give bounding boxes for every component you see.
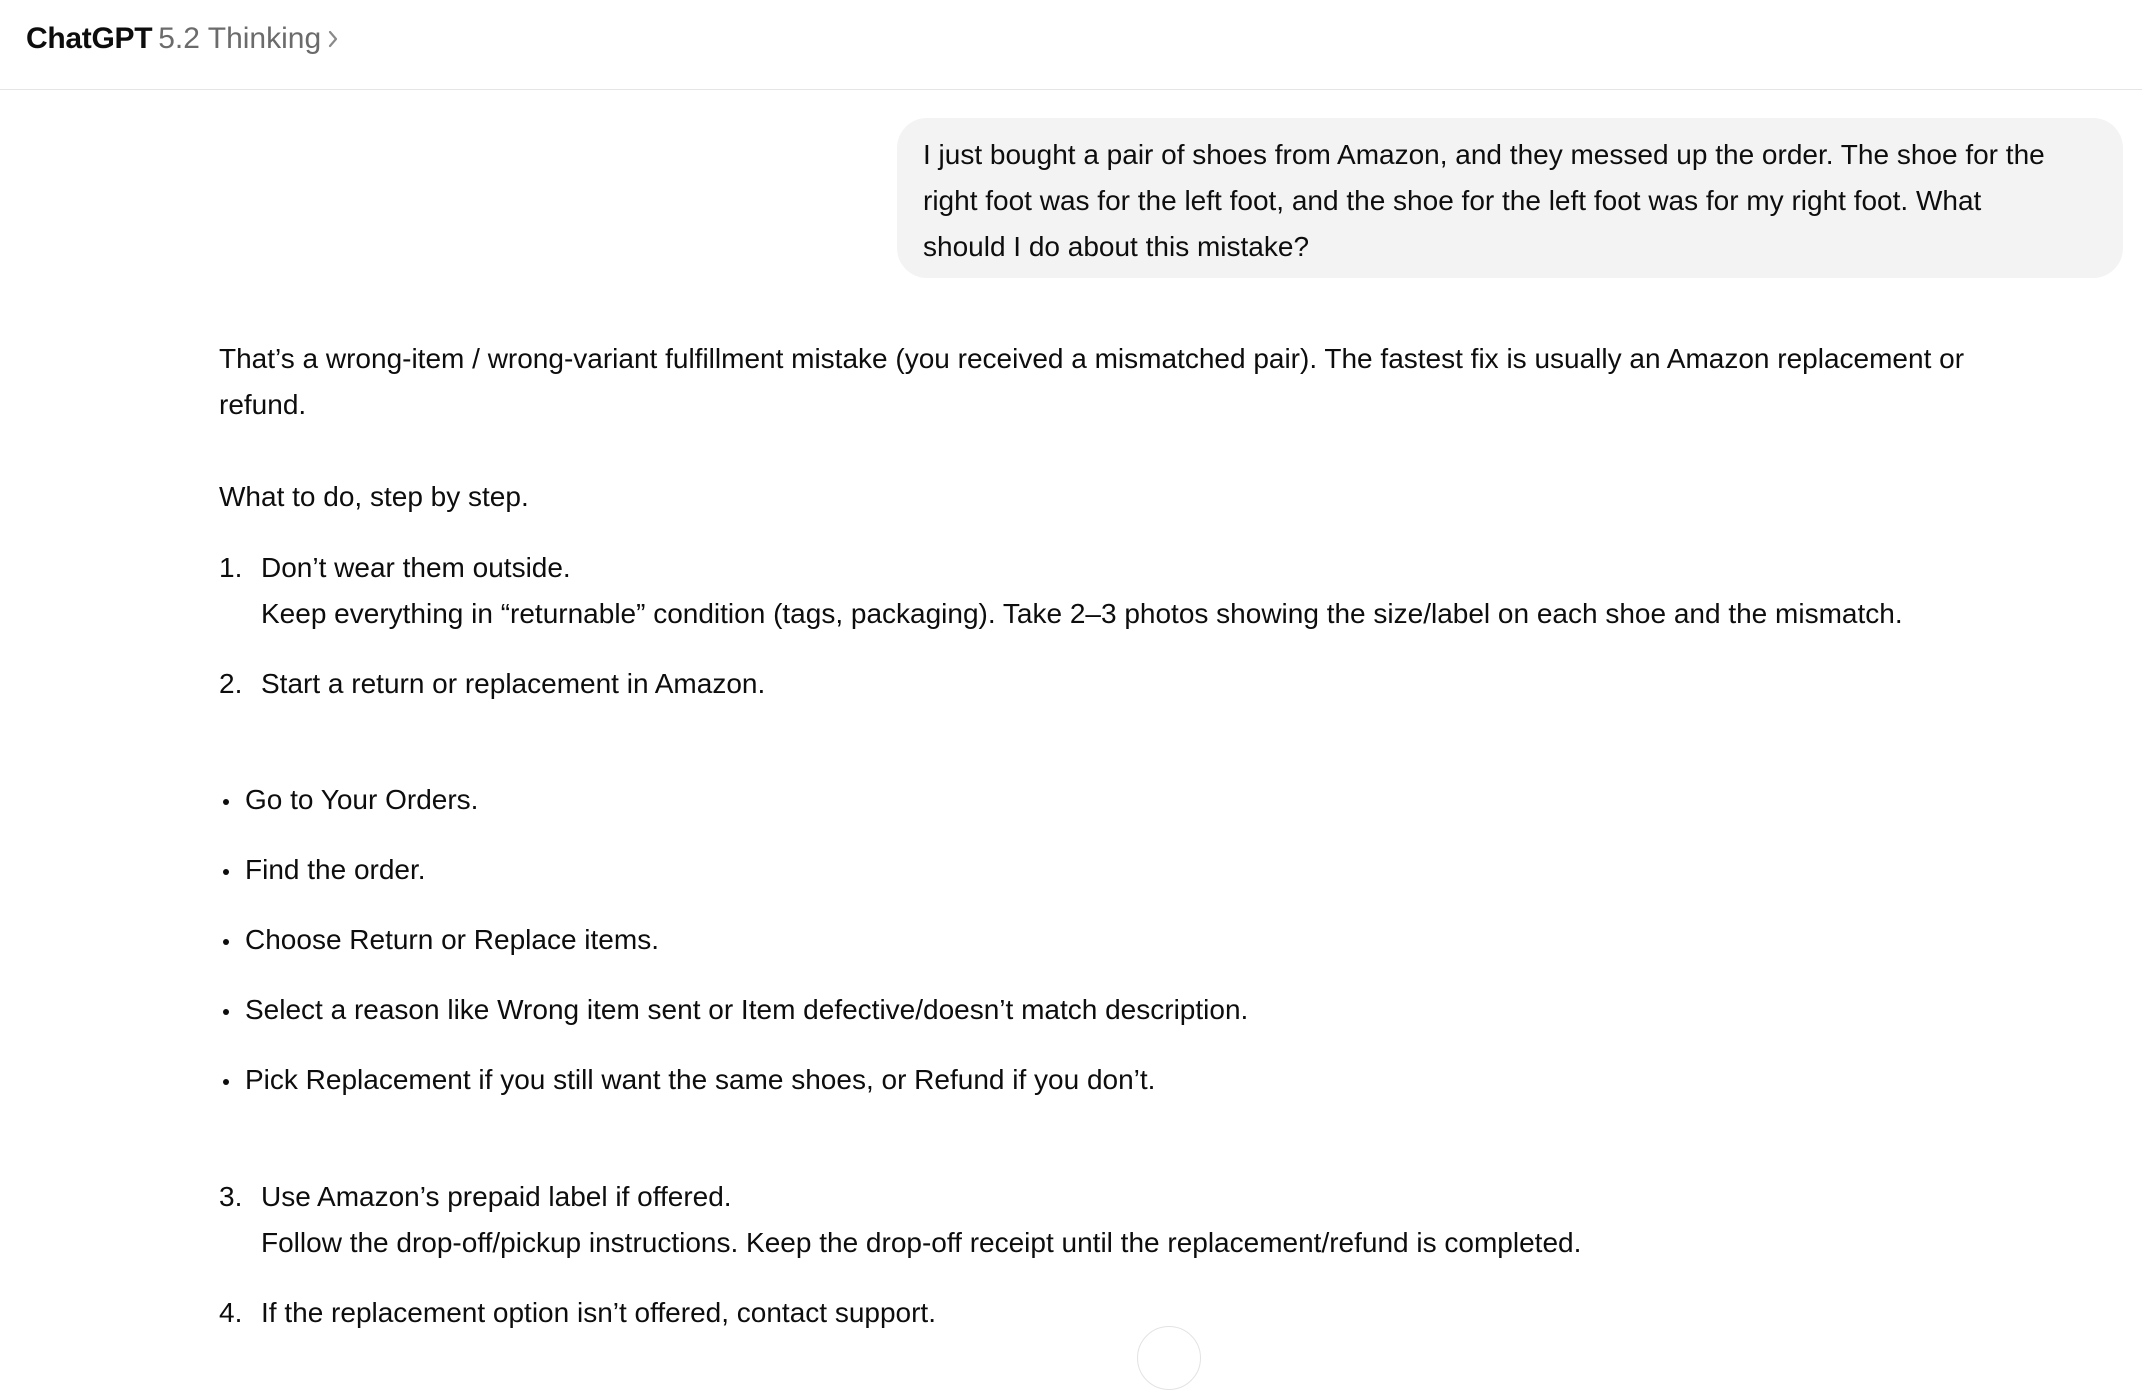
list-item <box>219 917 1619 963</box>
intro-line: refund. <box>219 389 307 420</box>
user-message-line: I just bought a pair of shoes from Amazon, and they messed up the order. The shoe for the <box>923 139 2045 170</box>
chevron-right-icon <box>327 29 339 49</box>
list-item-text: Choose Return or Replace items. <box>245 924 659 955</box>
list-item <box>219 1057 1619 1103</box>
step-number: 2. <box>219 668 243 699</box>
list-item-text: Go to Your Orders. <box>245 784 479 815</box>
bullet-icon <box>223 799 229 805</box>
step-number: 3. <box>219 1181 243 1212</box>
step-title: Start a return or replacement in Amazon. <box>261 668 766 699</box>
bullet-icon <box>223 1009 229 1015</box>
steps-heading: What to do, step by step. <box>219 481 529 512</box>
step-title: Don’t wear them outside. <box>261 552 571 583</box>
bullet-icon <box>223 939 229 945</box>
user-message-line: right foot was for the left foot, and the shoe for the left foot was for my right foot. What <box>923 185 1982 216</box>
step-detail: Follow the drop-off/pickup instructions. Keep the drop-off receipt until the replacement/refund is completed. <box>261 1227 1582 1258</box>
model-switcher-button[interactable] <box>26 18 339 60</box>
top-bar <box>0 0 2142 90</box>
step-detail: Keep everything in “returnable” condition (tags, packaging). Take 2–3 photos showing the size/label on each shoe and the mismatch. <box>261 598 1903 629</box>
bullet-icon <box>223 869 229 875</box>
step-number: 4. <box>219 1297 243 1328</box>
step-number: 1. <box>219 552 243 583</box>
step-title: If the replacement option isn’t offered, contact support. <box>261 1297 936 1328</box>
user-message-line: should I do about this mistake? <box>923 231 1310 262</box>
bullet-icon <box>223 1079 229 1085</box>
assistant-intro <box>219 336 2099 428</box>
list-item <box>219 847 1619 893</box>
list-item-text: Find the order. <box>245 854 426 885</box>
intro-line: That’s a wrong-item / wrong-variant fulfillment mistake (you received a mismatched pair). The fastest fix is usually an Amazon replacement or <box>219 343 1965 374</box>
user-message-bubble <box>897 118 2123 278</box>
step-title: Use Amazon’s prepaid label if offered. <box>261 1181 732 1212</box>
list-item-text: Select a reason like Wrong item sent or Item defective/doesn’t match description. <box>245 994 1249 1025</box>
list-item <box>219 777 1619 823</box>
scroll-to-bottom-button[interactable] <box>1137 1326 1201 1390</box>
list-item <box>219 987 1619 1033</box>
app-name: ChatGPT <box>26 22 153 55</box>
list-item-text: Pick Replacement if you still want the same shoes, or Refund if you don’t. <box>245 1064 1156 1095</box>
model-name: 5.2 Thinking <box>158 22 322 55</box>
